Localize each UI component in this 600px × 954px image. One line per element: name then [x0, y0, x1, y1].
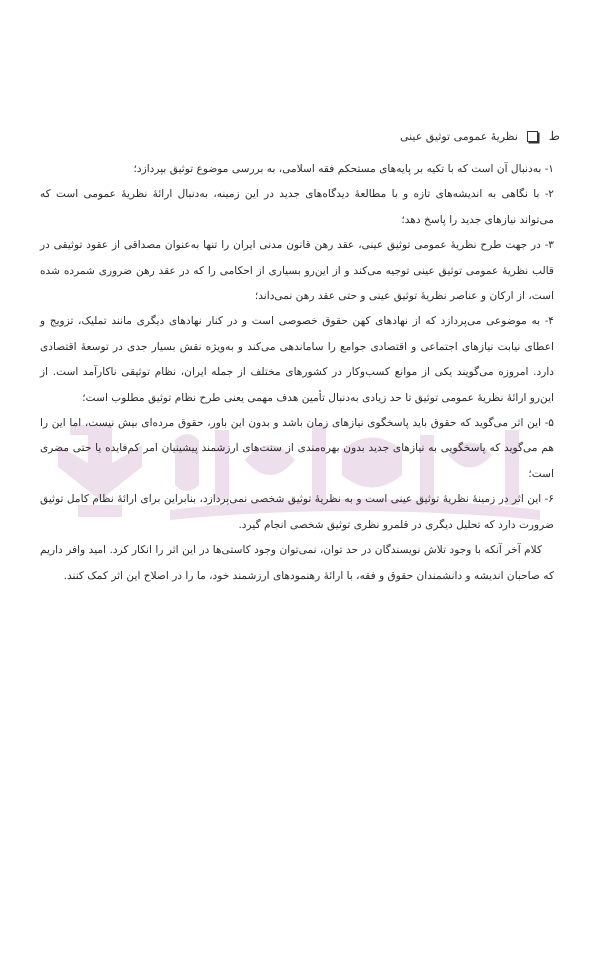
page-header: [40, 126, 560, 146]
paragraph-1: ۱- به‌دنبال آن است که با تکیه بر پایه‌های مستحکم فقه اسلامی، به بررسی موضوع توثیق بپردازد؛: [133, 163, 554, 175]
paragraph-3: ۳- در جهت طرح نظریهٔ عمومی توثیق عینی، عقد رهن قانون مدنی ایران را تنها به‌عنوان مصداقی از عقود توثیقی در قالب نظریهٔ عمومی توثیق عینی توجیه می‌کند و از این‌رو بسیاری از احکامی را که در عقد رهن ضروری شمرده شده است، از ارکان و عناصر نظریهٔ توثیق عینی و حتی عقد رهن نمی‌داند؛: [40, 239, 554, 303]
closing-paragraph: کلام آخر آنکه با وجود تلاش نویسندگان در حد توان، نمی‌توان وجود کاستی‌ها در این اثر را انکار کرد. امید وافر داریم که صاحبان اندیشه و دانشمندان حقوق و فقه، با ارائهٔ رهنمودهای ارزشمند خود، ما را در اصلاح این اثر کمک کنند.: [40, 544, 554, 582]
paragraph-2: ۲- با نگاهی به اندیشه‌های تازه و با مطالعهٔ دیدگاه‌های جدید در این زمینه، به‌دنبال ارائهٔ نظریهٔ عمومی است که می‌تواند نیازهای جدید را پاسخ دهد؛: [40, 188, 554, 226]
page-number: ط: [548, 129, 560, 143]
square-icon: [527, 131, 538, 142]
running-title: نظریهٔ عمومی توثیق عینی: [399, 129, 518, 143]
paragraph-6: ۶- این اثر در زمینهٔ نظریهٔ توثیق عینی است و به نظریهٔ توثیق شخصی نمی‌پردازد، بنابراین برای ارائهٔ نظام کامل توثیق ضرورت دارد که تحلیل دیگری در قلمرو نظری توثیق شخصی انجام گیرد.: [40, 493, 554, 531]
body-text: [40, 157, 554, 589]
paragraph-4: ۴- به موضوعی می‌پردازد که از نهادهای کهن حقوق خصوصی است و در کنار نهادهای دیگری مانند تملیک، تزویج و اعطای نیابت نیازهای اجتماعی و اقتصادی جوامع را ساماندهی می‌کند و به‌ویژه نقش بسیار جدی در توسعهٔ اقتصادی دارد. امروزه می‌گویند یکی از موانع کسب‌وکار در کشورهای مختلف از جمله ایران، نظام توثیقی ناکارآمد است. از این‌رو ارائهٔ نظریهٔ عمومی توثیق تا حد زیادی به‌دنبال تأمین هدف مهمی یعنی طرح نظام توثیق مطلوب است؛: [40, 315, 554, 404]
paragraph-5: ۵- این اثر می‌گوید که حقوق باید پاسخگوی نیازهای زمان باشد و بدون این باور، حقوق مرده‌ای بیش نیست، اما این را هم می‌گوید که پاسخگویی به نیازهای جدید بدون بهره‌مندی از سنت‌های ارزشمند پیشینیان امر کم‌فایده یا حتی مضری است؛: [40, 417, 554, 480]
